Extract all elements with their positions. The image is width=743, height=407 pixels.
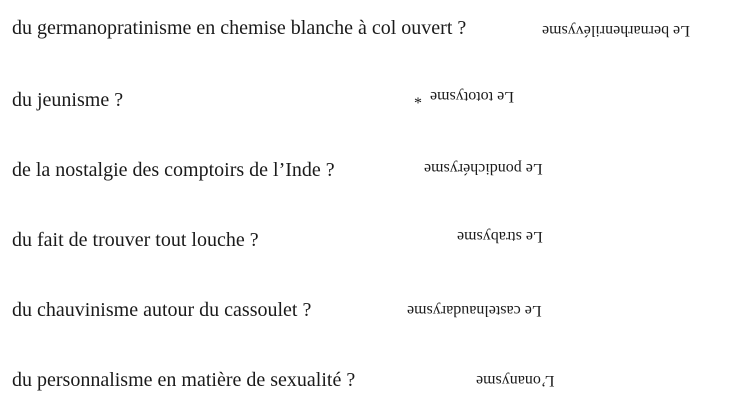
quiz-row — [0, 226, 743, 266]
quiz-row — [0, 366, 743, 406]
question-text: du jeunisme ? — [12, 89, 124, 111]
question-text: du personnalisme en matière de sexualité ? — [12, 369, 356, 391]
question-text: du chauvinisme autour du cassoulet ? — [12, 299, 312, 321]
asterisk-marker: * — [414, 95, 422, 112]
question-text: du fait de trouver tout louche ? — [12, 229, 259, 251]
quiz-row — [0, 14, 743, 54]
quiz-row — [0, 296, 743, 336]
quiz-row — [0, 86, 743, 126]
question-text: du germanopratinisme en chemise blanche à col ouvert ? — [12, 17, 467, 39]
upside-down-answer: L’onanysme — [476, 372, 555, 389]
upside-down-answer: Le strabysme — [457, 228, 543, 245]
upside-down-answer: Le tototysme — [430, 88, 514, 105]
upside-down-answer: Le castelnaudarysme — [407, 302, 542, 319]
quiz-row — [0, 156, 743, 196]
upside-down-answer: Le pondichérysme — [424, 160, 543, 177]
question-text: de la nostalgie des comptoirs de l’Inde ? — [12, 159, 335, 181]
upside-down-answer: Le bernarhenrilévysme — [542, 22, 690, 39]
